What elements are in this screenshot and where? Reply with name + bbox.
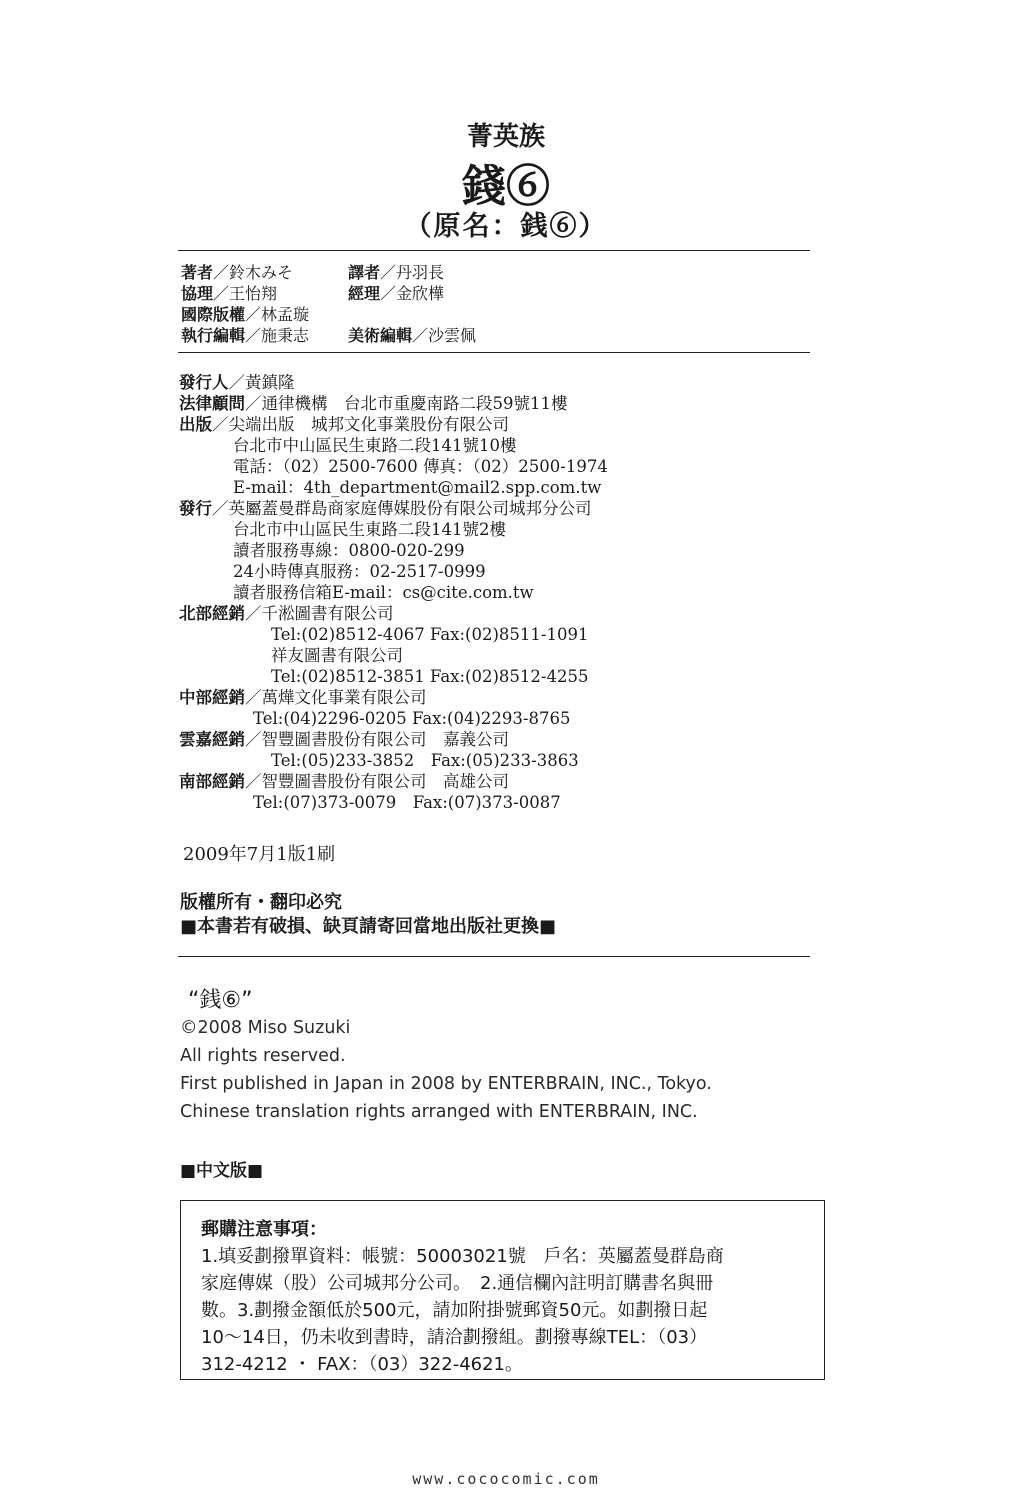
- mail-order-line: 1.填妥劃撥單資料：帳號：50003021號 戶名：英屬蓋曼群島商: [201, 1246, 724, 1267]
- publishing-label: 中部經銷: [179, 688, 245, 707]
- publishing-label: 發行人: [179, 373, 229, 392]
- mail-order-heading: 郵購注意事項：: [201, 1219, 327, 1240]
- first-published-line: First published in Japan in 2008 by ENTERBRAIN, INC., Tokyo.: [180, 1074, 712, 1094]
- credit-name: ／王怡翔: [213, 284, 278, 303]
- publishing-label: 南部經銷: [179, 772, 245, 791]
- publishing-text: ／通律機構 台北市重慶南路二段59號11樓: [245, 394, 568, 413]
- publishing-text: E-mail：4th_department@mail2.spp.com.tw: [233, 478, 602, 497]
- credit-role: 經理: [348, 284, 381, 303]
- publishing-label: 出版: [179, 415, 212, 434]
- publishing-label: 法律顧問: [179, 394, 245, 413]
- publishing-text: Tel:(02)8512-4067 Fax:(02)8511-1091: [271, 625, 589, 644]
- mail-order-line: 10～14日，仍未收到書時，請洽劃撥組。劃撥專線TEL：（03）: [201, 1327, 708, 1348]
- credit-role: 著者: [181, 263, 214, 282]
- publishing-text: Tel:(04)2296-0205 Fax:(04)2293-8765: [253, 709, 571, 728]
- publishing-row: [179, 603, 608, 624]
- credit-role: 協理: [181, 284, 214, 303]
- publishing-text: Tel:(02)8512-3851 Fax:(02)8512-4255: [271, 667, 589, 686]
- rights-line: All rights reserved.: [180, 1046, 346, 1066]
- divider-top: [178, 250, 810, 251]
- publishing-text: 讀者服務信箱E-mail：cs@cite.com.tw: [233, 583, 534, 602]
- publishing-row: [179, 519, 608, 540]
- publishing-text: ／千淞圖書有限公司: [245, 604, 394, 623]
- publishing-text: ／智豐圖書股份有限公司 高雄公司: [245, 772, 509, 791]
- publishing-text: Tel:(05)233-3852 Fax:(05)233-3863: [271, 751, 579, 770]
- publishing-row: [179, 624, 608, 645]
- book-title: 錢⑥: [462, 161, 550, 212]
- publishing-row: [179, 708, 608, 729]
- publishing-text: Tel:(07)373-0079 Fax:(07)373-0087: [253, 793, 561, 812]
- mail-order-line: 數。3.劃撥金額低於500元，請加附掛號郵資50元。如劃撥日起: [201, 1300, 708, 1321]
- divider-english: [178, 956, 810, 957]
- publishing-text: ／萬燁文化事業有限公司: [245, 688, 427, 707]
- publishing-row: [179, 771, 608, 792]
- publishing-row: [179, 750, 608, 771]
- mail-order-box: [180, 1200, 825, 1380]
- credit-role: 國際版權: [181, 305, 246, 324]
- publishing-text: ／尖端出版 城邦文化事業股份有限公司: [212, 415, 509, 434]
- translation-rights-line: Chinese translation rights arranged with ENTERBRAIN, INC.: [180, 1102, 698, 1122]
- original-title: （原名：銭⑥）: [404, 211, 608, 242]
- credit-role: 執行編輯: [181, 326, 246, 345]
- credit-name: ／鈴木みそ: [213, 263, 294, 282]
- publishing-text: 祥友圖書有限公司: [271, 646, 403, 665]
- mail-order-line: 家庭傳媒（股）公司城邦分公司。 2.通信欄內註明訂購書名與冊: [201, 1273, 714, 1294]
- publishing-row: [179, 477, 608, 498]
- publishing-row: [179, 414, 608, 435]
- credit-row: [348, 262, 444, 283]
- credit-name: ／丹羽長: [380, 263, 445, 282]
- chinese-version-label: ■中文版■: [180, 1161, 264, 1181]
- credit-name: ／金欣樺: [380, 284, 445, 303]
- credit-row: [181, 262, 293, 283]
- publishing-label: 北部經銷: [179, 604, 245, 623]
- publishing-text: 台北市中山區民生東路二段141號10樓: [233, 436, 517, 455]
- credit-role: 美術編輯: [348, 326, 413, 345]
- series-name: 菁英族: [466, 122, 545, 152]
- publishing-row: [179, 372, 608, 393]
- credit-name: ／施秉志: [245, 326, 310, 345]
- publishing-row: [179, 561, 608, 582]
- publishing-row: [179, 540, 608, 561]
- publishing-text: ／智豐圖書股份有限公司 嘉義公司: [245, 730, 509, 749]
- credit-row: [348, 283, 444, 304]
- credit-name: ／林孟璇: [245, 305, 310, 324]
- credit-name: ／沙雲佩: [412, 326, 477, 345]
- credit-row: [181, 304, 309, 325]
- copyright-notice: 版權所有・翻印必究: [180, 892, 342, 913]
- publishing-label: 雲嘉經銷: [179, 730, 245, 749]
- publishing-text: 24小時傳真服務：02-2517-0999: [233, 562, 486, 581]
- english-title: “銭⑥”: [188, 988, 253, 1013]
- publishing-label: 發行: [179, 499, 212, 518]
- publishing-info: [179, 372, 608, 813]
- publishing-row: [179, 456, 608, 477]
- publishing-row: [179, 792, 608, 813]
- credit-row: [181, 283, 277, 304]
- publishing-row: [179, 666, 608, 687]
- publishing-text: 電話：（02）2500-7600 傳真：（02）2500-1974: [233, 457, 608, 476]
- publishing-row: [179, 498, 608, 519]
- publishing-row: [179, 687, 608, 708]
- publishing-row: [179, 393, 608, 414]
- copyright-line: ©2008 Miso Suzuki: [180, 1018, 351, 1038]
- publishing-text: ／英屬蓋曼群島商家庭傳媒股份有限公司城邦分公司: [212, 499, 592, 518]
- divider-credits: [178, 352, 810, 353]
- website-watermark: www.cococomic.com: [412, 1470, 600, 1488]
- publishing-row: [179, 435, 608, 456]
- credit-row: [181, 325, 309, 346]
- credit-row: [348, 325, 476, 346]
- mail-order-line: 312-4212 ・ FAX：（03）322-4621。: [201, 1354, 524, 1375]
- publishing-row: [179, 582, 608, 603]
- credit-role: 譯者: [348, 263, 381, 282]
- publishing-text: 台北市中山區民生東路二段141號2樓: [233, 520, 506, 539]
- edition-date: 2009年7月1版1刷: [183, 844, 336, 865]
- publishing-row: [179, 645, 608, 666]
- publishing-text: 讀者服務專線：0800-020-299: [233, 541, 465, 560]
- damage-notice: ■本書若有破損、缺頁請寄回當地出版社更換■: [180, 916, 557, 937]
- publishing-text: ／黃鎮隆: [228, 373, 295, 392]
- publishing-row: [179, 729, 608, 750]
